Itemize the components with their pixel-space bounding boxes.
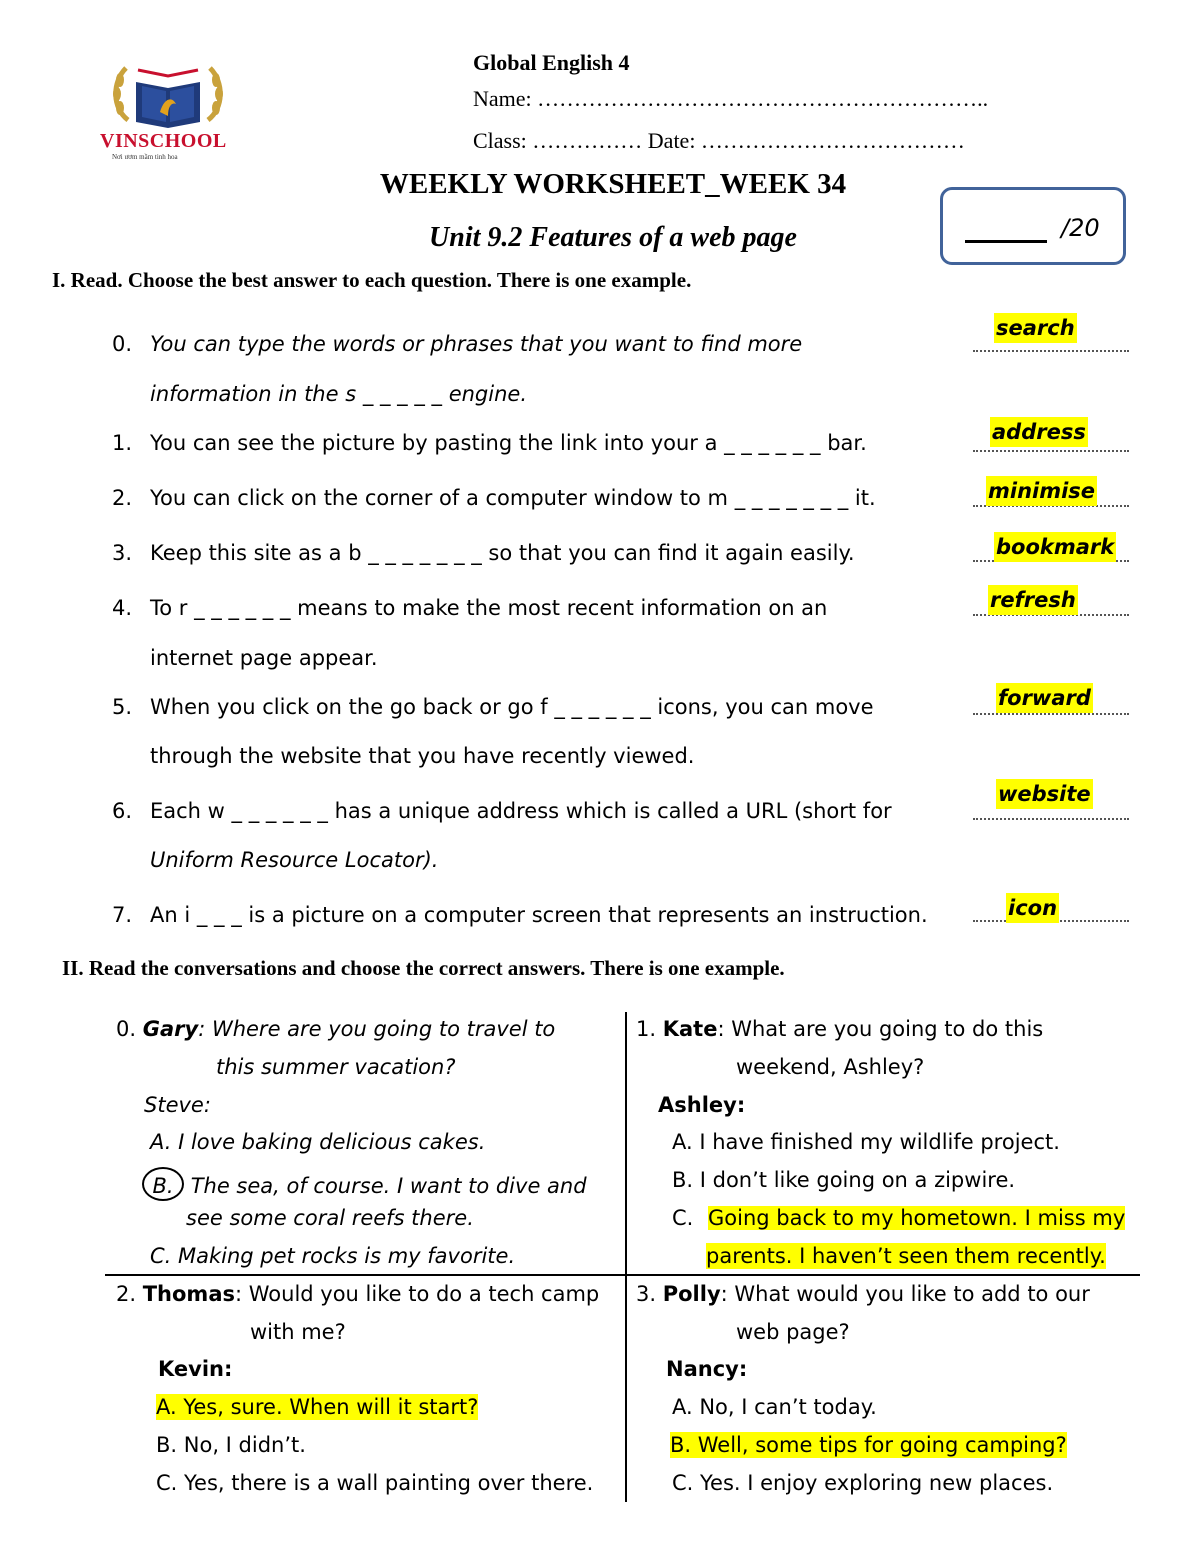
option-c[interactable]: C. Yes. I enjoy exploring new places. <box>672 1471 1054 1495</box>
table-divider-vertical <box>625 1012 627 1502</box>
option-b-text: The sea, of course. I want to dive and <box>190 1174 587 1198</box>
conversation-number: 1. <box>636 1017 657 1041</box>
speaker-name: Gary <box>142 1017 199 1041</box>
question-text: Each w _ _ _ _ _ _ has a unique address which is called a URL (short for <box>150 799 892 823</box>
option-b[interactable] <box>150 1167 587 1201</box>
answer-highlight: refresh <box>988 585 1078 615</box>
name-field[interactable]: Name: …………………………………………………….. <box>473 86 989 111</box>
question-continued: web page? <box>736 1320 850 1344</box>
conversation-2 <box>116 1281 599 1307</box>
question-continued: weekend, Ashley? <box>736 1055 925 1079</box>
question-number: 1. <box>111 431 132 455</box>
speaker-question: : Would you like to do a tech camp <box>235 1282 600 1306</box>
responder-name: Steve: <box>144 1093 211 1117</box>
answer-highlight: search <box>994 313 1077 343</box>
option-c[interactable] <box>672 1205 1125 1231</box>
question-text: To r _ _ _ _ _ _ means to make the most recent information on an <box>150 596 828 620</box>
option-c-highlighted: Going back to my hometown. I miss my <box>708 1206 1126 1230</box>
question-text-cont: through the website that you have recently viewed. <box>150 744 695 768</box>
question-number: 3. <box>111 541 132 565</box>
score-box <box>940 187 1126 265</box>
class-date-field[interactable]: Class: …………… Date: ……………………………… <box>473 128 965 153</box>
speaker-question: : What would you like to add to our <box>720 1282 1090 1306</box>
question-text: You can type the words or phrases that you want to find more <box>150 332 803 356</box>
question-continued: this summer vacation? <box>216 1055 456 1079</box>
option-a[interactable]: A. No, I can’t today. <box>672 1395 877 1419</box>
question-continued: with me? <box>250 1320 346 1344</box>
question-number: 2. <box>111 486 132 510</box>
logo-tagline: Nơi ươm mầm tinh hoa <box>112 153 178 161</box>
logo-brand-text: VINSCHOOL <box>100 130 227 152</box>
question-text: An i _ _ _ is a picture on a computer screen that represents an instruction. <box>150 903 928 927</box>
table-divider-horizontal <box>105 1274 1140 1276</box>
part2-instruction: II. Read the conversations and choose the correct answers. There is one example. <box>62 956 785 980</box>
option-c[interactable]: C. Yes, there is a wall painting over there. <box>156 1471 594 1495</box>
question-text: Keep this site as a b _ _ _ _ _ _ _ so that you can find it again easily. <box>150 541 855 565</box>
speaker-question: : Where are you going to travel to <box>198 1017 556 1041</box>
question-text-cont: Uniform Resource Locator). <box>150 848 439 872</box>
option-c[interactable]: C. Making pet rocks is my favorite. <box>150 1244 516 1268</box>
question-number: 5. <box>111 695 132 719</box>
score-blank[interactable] <box>965 240 1047 243</box>
option-b[interactable]: B. I don’t like going on a zipwire. <box>672 1168 1016 1192</box>
score-total: /20 <box>1061 214 1100 242</box>
selected-answer-circle: B. <box>142 1167 184 1201</box>
responder-name: Kevin: <box>158 1357 233 1381</box>
option-b-highlighted[interactable]: B. Well, some tips for going camping? <box>670 1433 1067 1457</box>
option-a-highlighted[interactable]: A. Yes, sure. When will it start? <box>156 1395 479 1419</box>
option-a[interactable]: A. I have finished my wildlife project. <box>672 1130 1060 1154</box>
part1-instruction: I. Read. Choose the best answer to each question. There is one example. <box>52 268 692 292</box>
answer-line <box>973 448 1129 452</box>
unit-subtitle: Unit 9.2 Features of a web page <box>429 222 797 253</box>
question-text-cont: information in the s _ _ _ _ _ engine. <box>150 382 527 406</box>
answer-highlight: address <box>990 417 1088 447</box>
question-text-cont: internet page appear. <box>150 646 378 670</box>
responder-name: Nancy: <box>666 1357 748 1381</box>
conversation-number: 2. <box>116 1282 137 1306</box>
question-number: 7. <box>111 903 132 927</box>
option-a[interactable]: A. I love baking delicious cakes. <box>150 1130 486 1154</box>
option-b[interactable]: B. No, I didn’t. <box>156 1433 306 1457</box>
option-c-label: C. <box>672 1206 694 1230</box>
question-text: When you click on the go back or go f _ _ _ _ _ _ icons, you can move <box>150 695 874 719</box>
answer-highlight: bookmark <box>994 532 1116 562</box>
conversation-number: 0. <box>116 1017 137 1041</box>
conversation-0 <box>116 1016 555 1042</box>
responder-name: Ashley: <box>658 1093 746 1117</box>
conversation-3 <box>636 1281 1090 1307</box>
option-c-cont-highlighted: parents. I haven’t seen them recently. <box>706 1244 1106 1268</box>
question-number: 0. <box>111 332 132 356</box>
answer-line <box>973 816 1129 820</box>
question-number: 4. <box>111 596 132 620</box>
answer-highlight: icon <box>1006 893 1059 923</box>
answer-highlight: minimise <box>986 476 1097 506</box>
question-number: 6. <box>111 799 132 823</box>
question-text: You can click on the corner of a computer window to m _ _ _ _ _ _ _ it. <box>150 486 876 510</box>
answer-highlight: website <box>996 779 1093 809</box>
question-text: You can see the picture by pasting the link into your a _ _ _ _ _ _ bar. <box>150 431 867 455</box>
worksheet-title: WEEKLY WORKSHEET_WEEK 34 <box>379 168 847 200</box>
speaker-question: : What are you going to do this <box>717 1017 1044 1041</box>
course-title: Global English 4 <box>473 50 630 75</box>
speaker-name: Polly <box>662 1282 721 1306</box>
conversation-number: 3. <box>636 1282 657 1306</box>
answer-line <box>973 348 1129 352</box>
speaker-name: Thomas <box>142 1282 235 1306</box>
speaker-name: Kate <box>662 1017 718 1041</box>
option-b-cont: see some coral reefs there. <box>186 1206 474 1230</box>
answer-highlight: forward <box>996 683 1093 713</box>
vinschool-logo <box>98 60 238 160</box>
conversation-1 <box>636 1016 1043 1042</box>
